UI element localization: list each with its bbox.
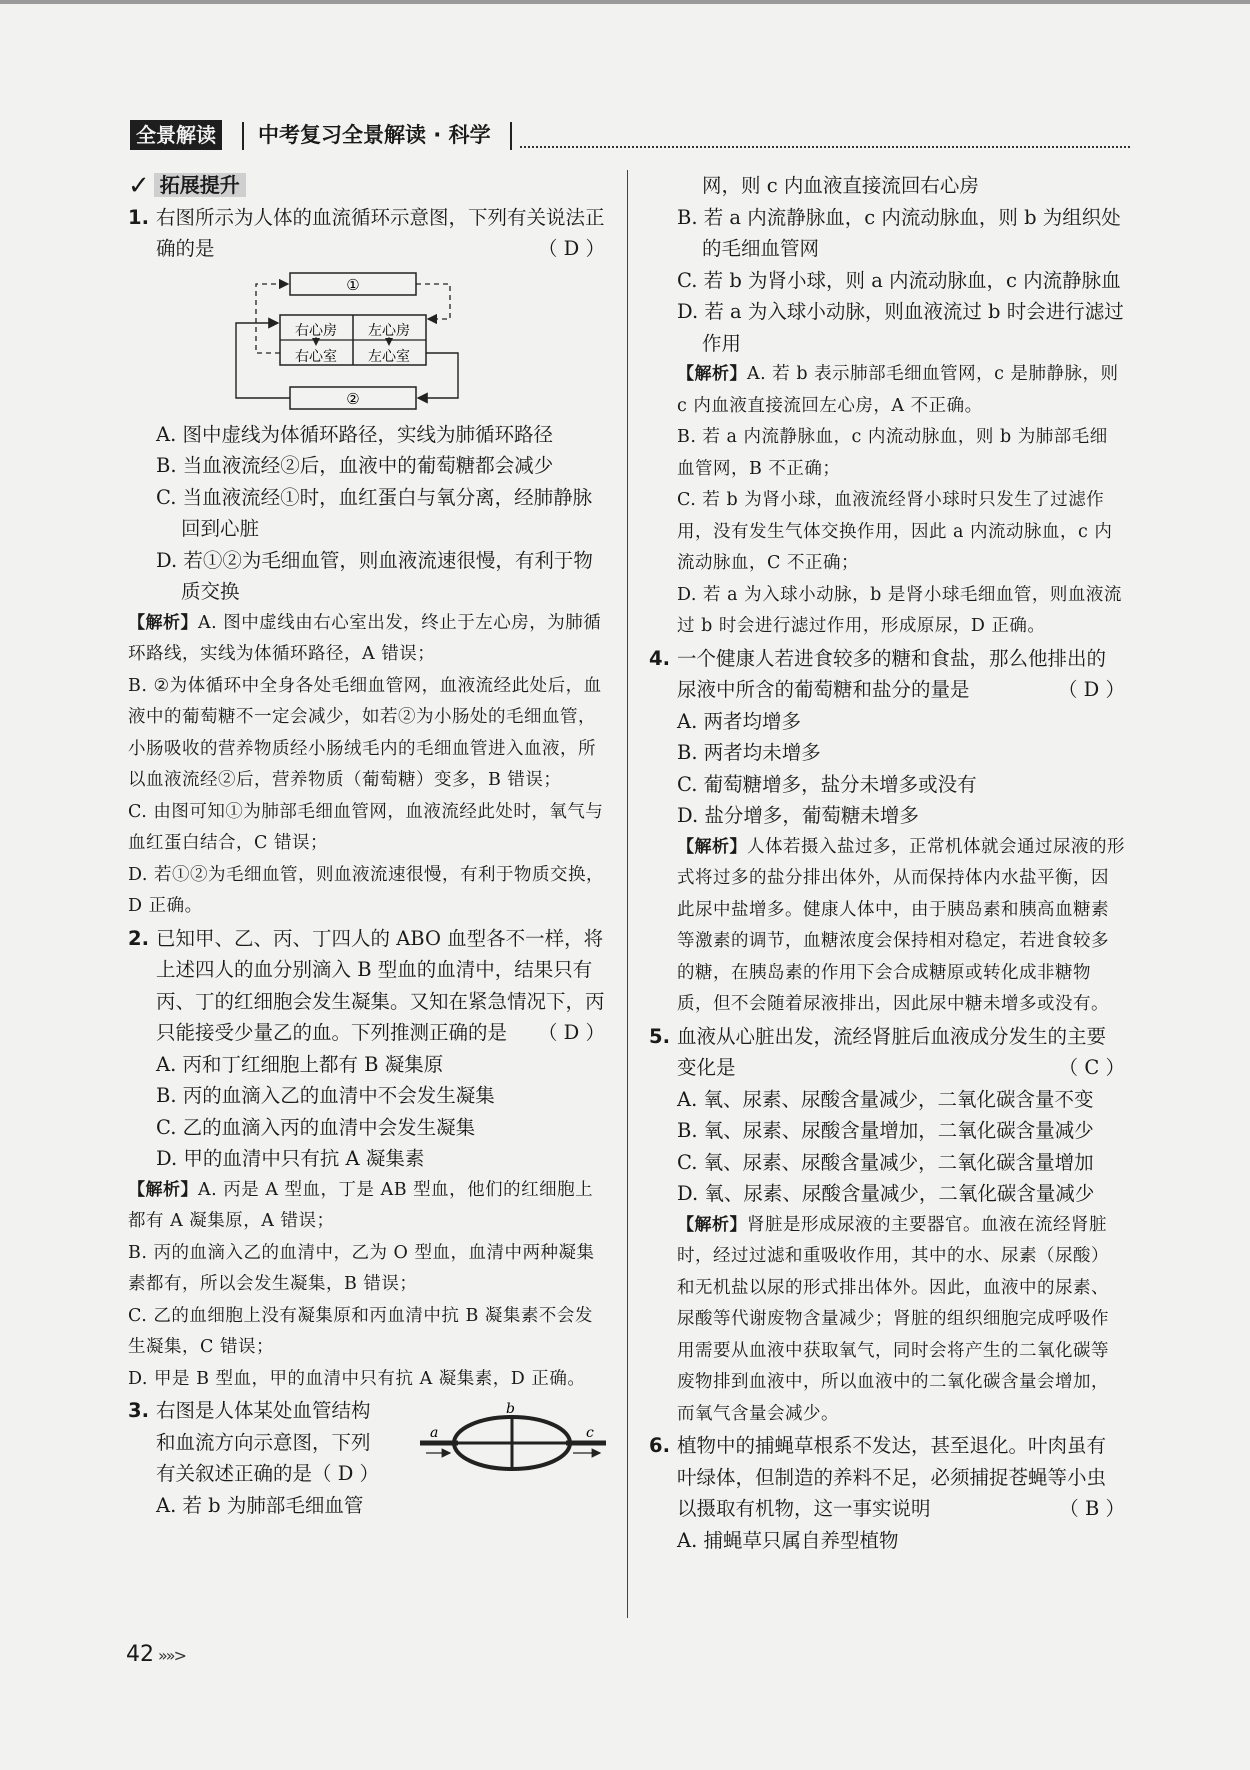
option-a: A. 两者均增多: [677, 709, 801, 733]
solid-path: [236, 323, 290, 398]
option-a: A. 丙和丁红细胞上都有 B 凝集原: [156, 1052, 444, 1076]
label-a: a: [430, 1425, 439, 1441]
analysis: 【解析】肾脏是形成尿液的主要器官。血液在流经肾脏时，经过过滤和重吸收作用，其中的水、尿素（尿酸）和无机盐以尿的形式排出体外。因此，血液中的尿素、尿酸等代谢废物含量减少；肾脏的组织细胞完成呼吸作用需要从血液中获取氧气，同时会将产生的二氧化碳等废物排到血液中，所以血液中的二氧化碳含量会增加，而氧气含量会减少。: [677, 1214, 1109, 1424]
solid-path: [418, 353, 458, 398]
header-divider: [242, 122, 244, 150]
page-number: 42 »»>: [126, 1642, 185, 1667]
circulation-diagram-svg: [228, 269, 468, 415]
option-c: C. 当血液流经①时，血红蛋白与氧分离，经肺静脉回到心脏: [156, 485, 593, 540]
checkmark-icon: ✓: [128, 171, 150, 201]
option-b: B. 当血液流经②后，血液中的葡萄糖都会减少: [156, 454, 554, 477]
answer-mark: （ D ）: [312, 1462, 380, 1485]
question-number: 5.: [649, 1024, 670, 1048]
question-number: 3.: [128, 1399, 149, 1422]
analysis-label: 【解析】: [677, 836, 747, 857]
options: [649, 706, 1125, 832]
options: [128, 419, 605, 608]
question-number: 2.: [128, 926, 149, 950]
option-a: A. 氧、尿素、尿酸含量减少，二氧化碳含量不变: [677, 1087, 1094, 1111]
box-1-label: ①: [346, 275, 360, 294]
question-2: [128, 923, 605, 1396]
options: [649, 1525, 1125, 1557]
option-a: A. 图中虚线为体循环路径，实线为肺循环路径: [156, 422, 553, 446]
dashed-path: [416, 284, 450, 319]
question-1: [128, 202, 605, 923]
options: [677, 170, 1125, 359]
option-b: B. 丙的血滴入乙的血清中不会发生凝集: [156, 1084, 495, 1107]
label-c: c: [586, 1425, 594, 1441]
box-2-label: ②: [346, 389, 360, 408]
vessel-diagram: [418, 1401, 608, 1481]
page-header: [130, 120, 1130, 152]
option-a: A. 若 b 为肺部毛细血管: [156, 1493, 364, 1517]
question-stem: 右图是人体某处血管结构 和血流方向示意图，下列 有关叙述正确的是（ D ） A. 若 b 为肺部毛细血管: [128, 1395, 386, 1521]
analysis-label: 【解析】: [128, 612, 198, 633]
option-b: B. 两者均未增多: [677, 741, 821, 764]
answer-mark: （ D ）: [537, 237, 605, 260]
option-a-continued: 网，则 c 内血液直接流回右心房: [702, 174, 979, 197]
question-4: [649, 643, 1125, 1021]
book-title: 中考复习全景解读 · 科学: [258, 123, 491, 147]
question-number: 6.: [649, 1434, 670, 1457]
left-ventricle-label: 左心室: [368, 348, 410, 365]
left-atrium-label: 左心房: [368, 322, 410, 339]
analysis: 【解析】A. 若 b 表示肺部毛细血管网，c 是肺静脉，则 c 内血液直接流回左心房，A 不正确。 B. 若 a 内流静脉血，c 内流动脉血，则 b 为肺部毛细血管网，B 不正确； C. 若 b 为肾小球，血液流经肾小球时只发生了过滤作用，没有发生气体交换作用，因此 a 内流动脉血，c 内流动脉血，C 不正确； D. 若 a 为入球小动脉，b 是肾小球毛细血管，则血液流过 b 时会进行滤过作用，形成原尿，D 正确。: [677, 364, 1122, 636]
top-rule: [0, 0, 1250, 4]
right-column: [649, 170, 1125, 1556]
options: [128, 1049, 605, 1175]
option-d: D. 若①②为毛细血管，则血液流速很慢，有利于物质交换: [156, 548, 593, 603]
section-title: ✓ 拓展提升: [128, 170, 246, 200]
question-5: [649, 1021, 1125, 1431]
analysis: 【解析】A. 丙是 A 型血，丁是 AB 型血，他们的红细胞上都有 A 凝集原，A 错误； B. 丙的血滴入乙的血清中，乙为 O 型血，血清中两种凝集素都有，所以会发生凝集，B 错误； C. 乙的血细胞上没有凝集原和丙血清中抗 B 凝集素不会发生凝集，C 错误； D. 甲是 B 型血，甲的血清中只有抗 A 凝集素，D 正确。: [128, 1179, 595, 1389]
question-stem: 右图所示为人体的血流循环示意图，下列有关说法正确的是 （ D ）: [128, 202, 605, 265]
question-stem: 植物中的捕蝇草根系不发达，甚至退化。叶肉虽有叶绿体，但制造的养料不足，必须捕捉苍蝇等小虫以摄取有机物，这一事实说明 （ B ）: [649, 1430, 1125, 1525]
option-d: D. 若 a 为入球小动脉，则血液流过 b 时会进行滤过作用: [677, 300, 1124, 355]
left-column: [128, 170, 605, 1525]
analysis-label: 【解析】: [128, 1179, 198, 1200]
question-3-continued: [677, 170, 1125, 643]
option-a: A. 捕蝇草只属自养型植物: [677, 1528, 899, 1552]
header-dotted-rule: [520, 146, 1130, 148]
analysis-label: 【解析】: [677, 364, 747, 384]
question-3: [128, 1395, 605, 1525]
series-tag: 全景解读: [130, 120, 222, 150]
answer-mark: （ B ）: [1059, 1497, 1125, 1520]
options: [649, 1084, 1125, 1210]
answer-mark: （ C ）: [1058, 1056, 1125, 1079]
option-d: D. 盐分增多，葡萄糖未增多: [677, 804, 919, 827]
option-d: D. 甲的血清中只有抗 A 凝集素: [156, 1147, 425, 1170]
right-ventricle-label: 右心室: [295, 348, 337, 365]
question-stem: 一个健康人若进食较多的糖和食盐，那么他排出的尿液中所含的葡萄糖和盐分的量是 （ D ）: [649, 643, 1125, 706]
right-atrium-label: 右心房: [295, 322, 337, 339]
option-d: D. 氧、尿素、尿酸含量减少，二氧化碳含量减少: [677, 1182, 1095, 1205]
option-b: B. 氧、尿素、尿酸含量增加，二氧化碳含量减少: [677, 1119, 1094, 1142]
analysis: 【解析】人体若摄入盐过多，正常机体就会通过尿液的形式将过多的盐分排出体外，从而保持体内水盐平衡，因此尿中盐增多。健康人体中，由于胰岛素和胰高血糖素等激素的调节，血糖浓度会保持相对稳定，若进食较多的糖，在胰岛素的作用下会合成糖原或转化成非糖物质，但不会随着尿液排出，因此尿中糖未增多或没有。: [677, 836, 1125, 1014]
option-c: C. 若 b 为肾小球，则 a 内流动脉血，c 内流静脉血: [677, 268, 1121, 292]
label-b: b: [506, 1401, 515, 1417]
question-number: 1.: [128, 205, 149, 229]
option-b: B. 若 a 内流静脉血，c 内流动脉血，则 b 为组织处的毛细血管网: [677, 205, 1121, 260]
circulation-diagram: [128, 269, 605, 419]
question-stem: 血液从心脏出发，流经肾脏后血液成分发生的主要变化是 （ C ）: [649, 1021, 1125, 1084]
analysis: 【解析】A. 图中虚线由右心室出发，终止于左心房，为肺循环路线，实线为体循环路径，A 错误； B. ②为体循环中全身各处毛细血管网，血液流经此处后，血液中的葡萄糖不一定会减少，如若②为小肠处的毛细血管，小肠吸收的营养物质经小肠绒毛内的毛细血管进入血液，所以血液流经②后，营养物质（葡萄糖）变多，B 错误； C. 由图可知①为肺部毛细血管网，血液流经此处时，氧气与血红蛋白结合，C 错误； D. 若①②为毛细血管，则血液流速很慢，有利于物质交换，D 正确。: [128, 612, 605, 916]
option-c: C. 氧、尿素、尿酸含量减少，二氧化碳含量增加: [677, 1150, 1094, 1174]
analysis-label: 【解析】: [677, 1214, 747, 1235]
column-divider: [627, 170, 628, 1618]
option-c: C. 葡萄糖增多，盐分未增多或没有: [677, 772, 977, 796]
dashed-path: [256, 284, 288, 353]
question-6: [649, 1430, 1125, 1556]
question-number: 4.: [649, 646, 670, 670]
option-c: C. 乙的血滴入丙的血清中会发生凝集: [156, 1115, 476, 1139]
header-divider: [510, 122, 512, 150]
question-stem: 已知甲、乙、丙、丁四人的 ABO 血型各不一样，将上述四人的血分别滴入 B 型血的血清中，结果只有丙、丁的红细胞会发生凝集。又知在紧急情况下，丙只能接受少量乙的血。下列推测正确的是 （ D ）: [128, 923, 605, 1049]
answer-mark: （ D ）: [1057, 678, 1125, 701]
answer-mark: （ D ）: [537, 1021, 605, 1044]
page-arrows: »»>: [158, 1646, 185, 1665]
